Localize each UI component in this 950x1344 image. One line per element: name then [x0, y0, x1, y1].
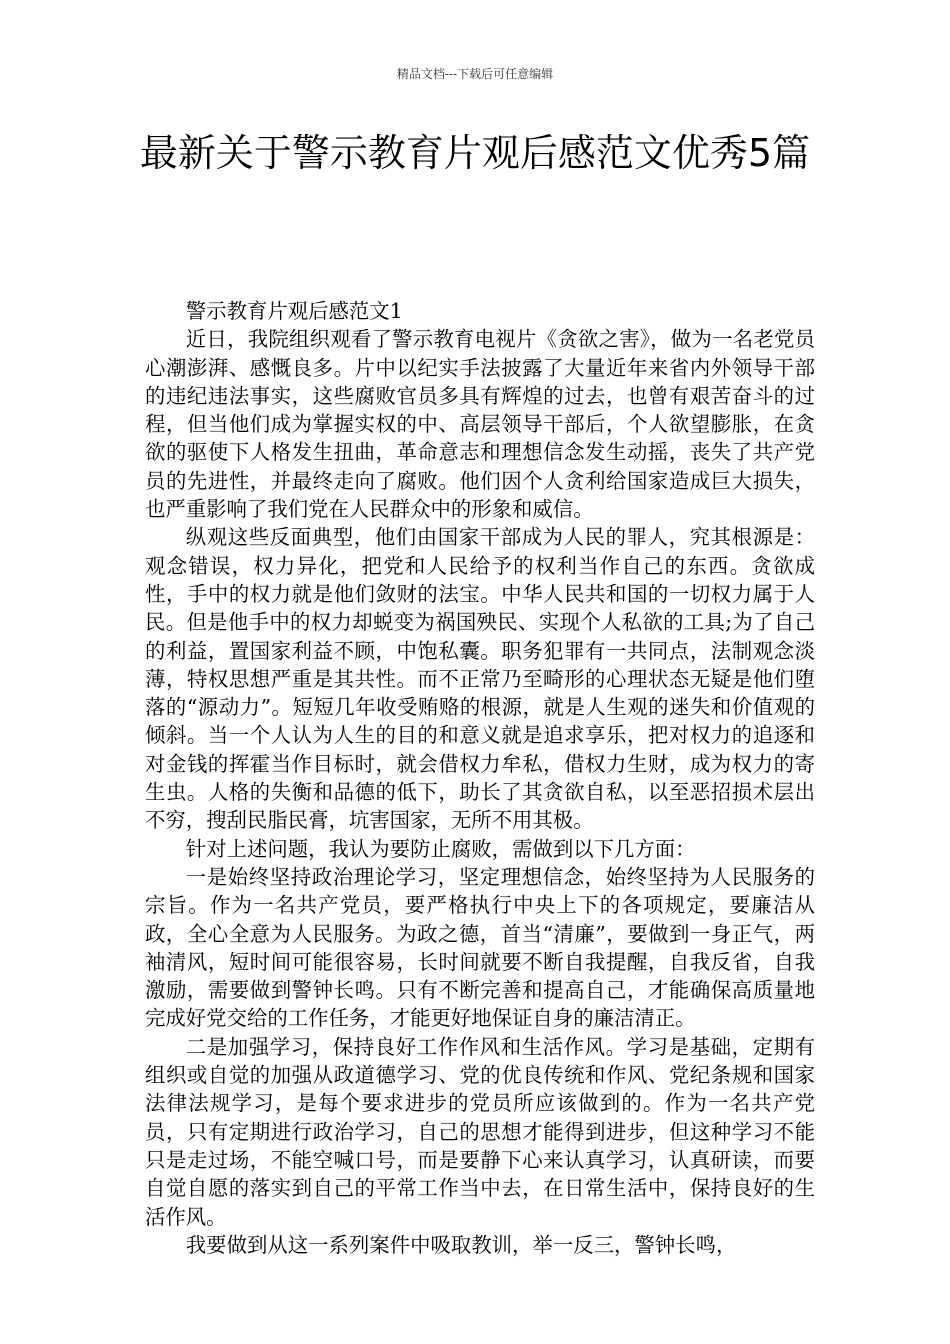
body-paragraph: 一是始终坚持政治理论学习，坚定理想信念，始终坚持为人民服务的宗旨。作为一名共产党员，要严格执行中央上下的各项规定，要廉洁从政，全心全意为人民服务。为政之德，首当“清廉”，要做到一身正气，两袖清风，短时间可能很容易，长时间就要不断自我提醒，自我反省，自我激励，需要做到警钟长鸣。只有不断完善和提高自己，才能确保高质量地完成好党交给的工作任务，才能更好地保证自身的廉洁清正。: [145, 864, 815, 1031]
body-paragraph: 二是加强学习，保持良好工作作风和生活作风。学习是基础，定期有组织或自觉的加强从政道德学习、党的优良传统和作风、党纪条规和国家法律法规学习，是每个要求进步的党员所应该做到的。作为一名共产党员，只有定期进行政治学习，自己的思想才能得到进步，但这种学习不能只是走过场，不能空喊口号，而是要静下心来认真学习，认真研读，而要自觉自愿的落实到自己的平常工作当中去，在日常生活中，保持良好的生活作风。: [145, 1034, 815, 1229]
body-paragraph: 针对上述问题，我认为要防止腐败，需做到以下几方面：: [185, 836, 696, 861]
body-paragraph: 纵观这些反面典型，他们由国家干部成为人民的罪人，究其根源是：观念错误，权力异化，把党和人民给予的权利当作自己的东西。贪欲成性，手中的权力就是他们敛财的法宝。中华人民共和国的一切权力属于人民。但是他手中的权力却蜕变为祸国殃民、实现个人私欲的工具;为了自己的利益，置国家利益不顾，中饱私囊。职务犯罪有一共同点，法制观念淡薄，特权思想严重是其共性。而不正常乃至畸形的心理状态无疑是他们堕落的“源动力”。短短几年收受贿赂的根源，就是人生观的迷失和价值观的倾斜。当一个人认为人生的目的和意义就是追求享乐，把对权力的追逐和对金钱的挥霍当作目标时，就会借权力牟私，借权力生财，成为权力的寄生虫。人格的失衡和品德的低下，助长了其贪欲自私，以至恶招损术层出不穷，搜刮民脂民膏，坑害国家，无所不用其极。: [145, 525, 815, 833]
page-header: 精品文档---下载后可任意编辑: [396, 67, 554, 81]
body-paragraph: 近日，我院组织观看了警示教育电视片《贪欲之害》，做为一名老党员心潮澎湃、感慨良多。片中以纪实手法披露了大量近年来省内外领导干部的违纪违法事实，这些腐败官员多具有辉煌的过去，也曾有艰苦奋斗的过程，但当他们成为掌握实权的中、高层领导干部后，个人欲望膨胀，在贪欲的驱使下人格发生扭曲，革命意志和理想信念发生动摇，丧失了共产党员的先进性，并最终走向了腐败。他们因个人贪利给国家造成巨大损失，也严重影响了我们党在人民群众中的形象和威信。: [145, 327, 815, 522]
document-body: [145, 297, 815, 1259]
body-paragraph: 我要做到从这一系列案件中吸取教训，举一反三，警钟长鸣，: [185, 1232, 737, 1257]
section-heading: 警示教育片观后感范文1: [185, 299, 403, 323]
document-title: 最新关于警示教育片观后感范文优秀5篇: [139, 131, 811, 175]
